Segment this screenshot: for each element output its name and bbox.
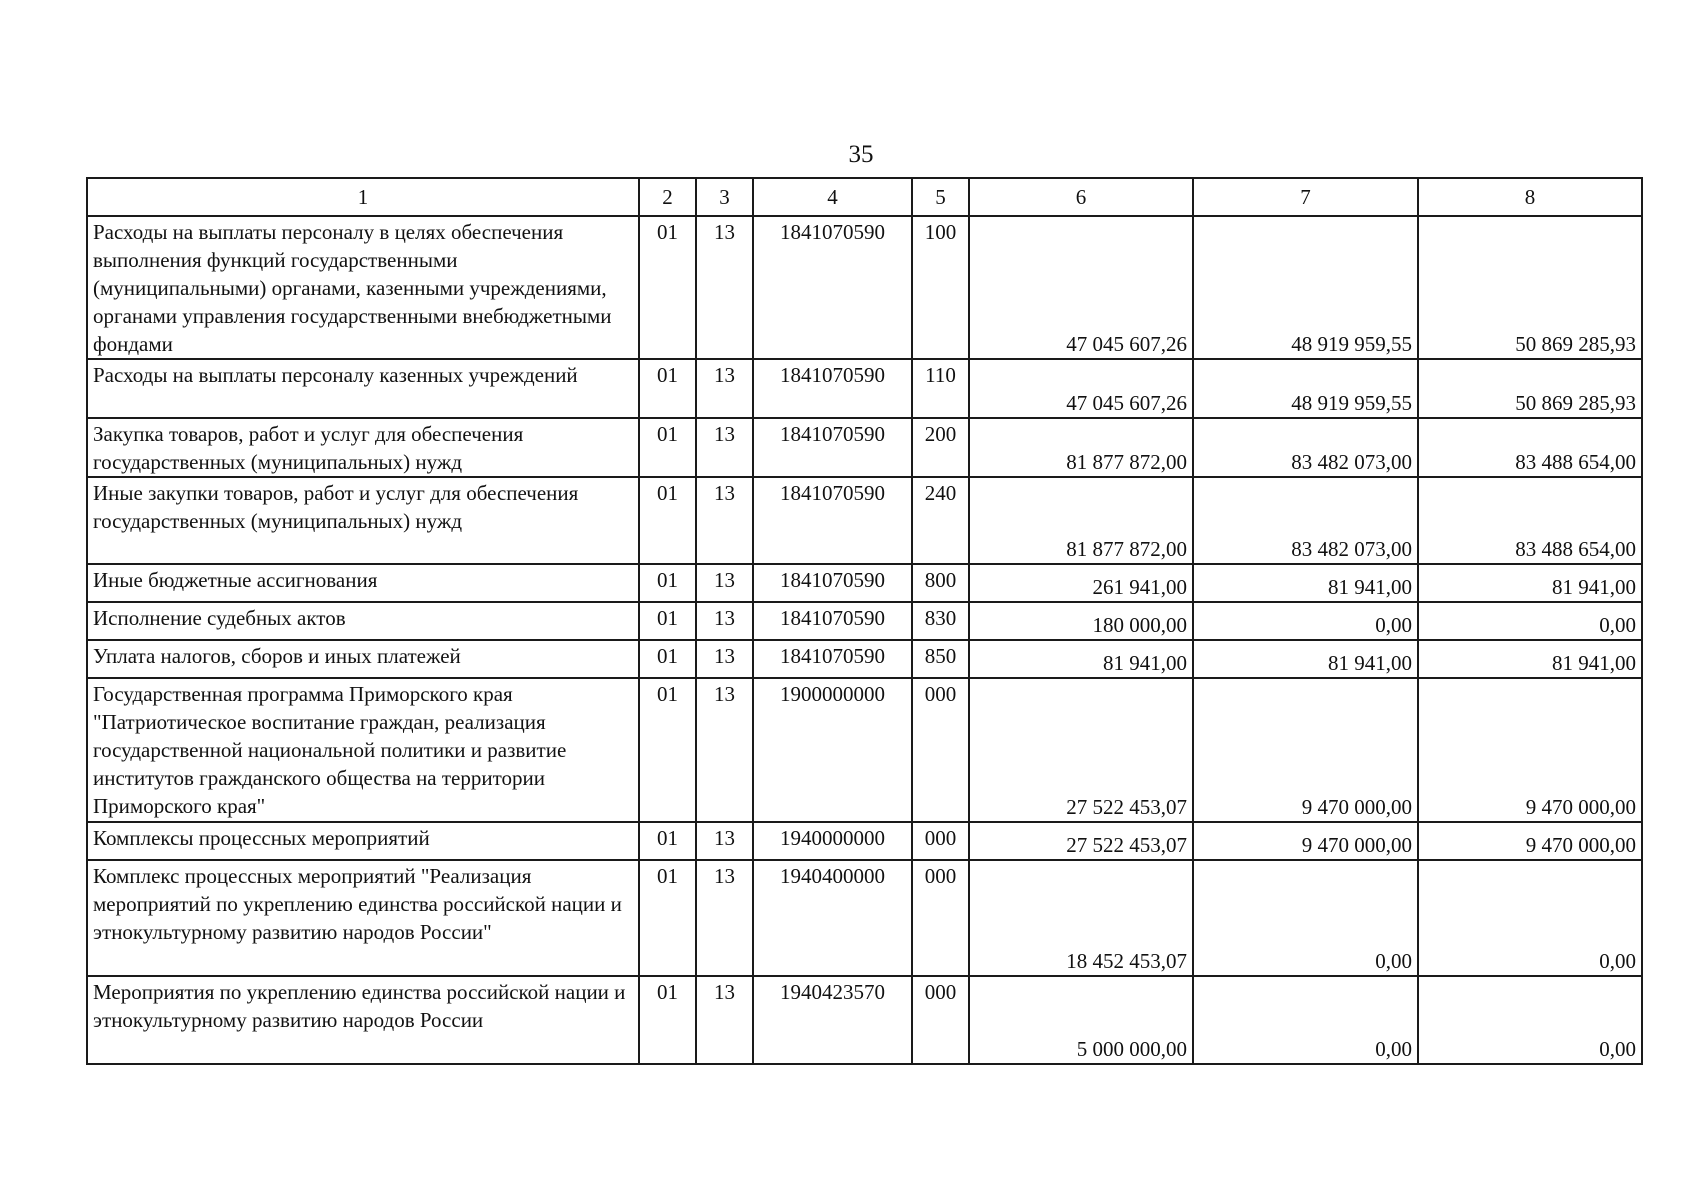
amount-year-1: 27 522 453,07 [969,822,1193,860]
subsection-code: 13 [696,216,753,359]
subsection-code: 13 [696,359,753,418]
expense-type-code: 800 [912,564,969,602]
table-row [87,678,1642,822]
subsection-code: 13 [696,860,753,976]
row-name: Расходы на выплаты персоналу в целях обеспечения выполнения функций государственными (муниципальными) органами, казенными учреждениями, органами управления государственными внебюджетными фондами [87,216,639,359]
amount-year-2: 48 919 959,55 [1193,216,1418,359]
amount-year-2: 83 482 073,00 [1193,418,1418,477]
amount-year-2: 81 941,00 [1193,564,1418,602]
table-row [87,976,1642,1064]
section-code: 01 [639,976,696,1064]
amount-year-3: 0,00 [1418,602,1642,640]
target-article-code: 1841070590 [753,359,912,418]
column-header: 5 [912,178,969,216]
row-name: Комплекс процессных мероприятий "Реализация мероприятий по укреплению единства российской нации и этнокультурному развитию народов России" [87,860,639,976]
expense-type-code: 100 [912,216,969,359]
column-header: 3 [696,178,753,216]
amount-year-1: 47 045 607,26 [969,216,1193,359]
table-row [87,640,1642,678]
amount-year-2: 9 470 000,00 [1193,678,1418,822]
section-code: 01 [639,602,696,640]
target-article-code: 1841070590 [753,640,912,678]
row-name: Мероприятия по укреплению единства российской нации и этнокультурному развитию народов России [87,976,639,1064]
column-header: 4 [753,178,912,216]
amount-year-3: 0,00 [1418,860,1642,976]
amount-year-1: 5 000 000,00 [969,976,1193,1064]
target-article-code: 1940000000 [753,822,912,860]
amount-year-3: 81 941,00 [1418,564,1642,602]
expense-type-code: 850 [912,640,969,678]
target-article-code: 1940423570 [753,976,912,1064]
amount-year-1: 81 877 872,00 [969,418,1193,477]
subsection-code: 13 [696,976,753,1064]
amount-year-2: 0,00 [1193,860,1418,976]
section-code: 01 [639,822,696,860]
column-header: 1 [87,178,639,216]
target-article-code: 1841070590 [753,564,912,602]
table-row [87,418,1642,477]
amount-year-3: 9 470 000,00 [1418,822,1642,860]
subsection-code: 13 [696,564,753,602]
amount-year-2: 0,00 [1193,976,1418,1064]
target-article-code: 1841070590 [753,602,912,640]
expense-type-code: 000 [912,678,969,822]
amount-year-1: 81 877 872,00 [969,477,1193,564]
amount-year-3: 0,00 [1418,976,1642,1064]
section-code: 01 [639,860,696,976]
expense-type-code: 110 [912,359,969,418]
section-code: 01 [639,564,696,602]
subsection-code: 13 [696,477,753,564]
column-header: 2 [639,178,696,216]
section-code: 01 [639,477,696,564]
expense-type-code: 830 [912,602,969,640]
target-article-code: 1841070590 [753,477,912,564]
amount-year-2: 9 470 000,00 [1193,822,1418,860]
table-row [87,477,1642,564]
row-name: Закупка товаров, работ и услуг для обеспечения государственных (муниципальных) нужд [87,418,639,477]
amount-year-1: 27 522 453,07 [969,678,1193,822]
expense-type-code: 240 [912,477,969,564]
amount-year-2: 0,00 [1193,602,1418,640]
amount-year-1: 180 000,00 [969,602,1193,640]
amount-year-3: 9 470 000,00 [1418,678,1642,822]
section-code: 01 [639,678,696,822]
amount-year-2: 83 482 073,00 [1193,477,1418,564]
expense-type-code: 000 [912,822,969,860]
subsection-code: 13 [696,418,753,477]
table-row [87,564,1642,602]
row-name: Исполнение судебных актов [87,602,639,640]
table-row [87,860,1642,976]
amount-year-2: 48 919 959,55 [1193,359,1418,418]
row-name: Государственная программа Приморского края "Патриотическое воспитание граждан, реализация государственной национальной политики и развитие институтов гражданского общества на территории Приморского края" [87,678,639,822]
amount-year-3: 50 869 285,93 [1418,216,1642,359]
expense-type-code: 200 [912,418,969,477]
section-code: 01 [639,640,696,678]
target-article-code: 1900000000 [753,678,912,822]
table-header-row [87,178,1642,216]
table-row [87,602,1642,640]
subsection-code: 13 [696,602,753,640]
page-number: 35 [848,141,874,168]
target-article-code: 1940400000 [753,860,912,976]
table-row [87,359,1642,418]
amount-year-2: 81 941,00 [1193,640,1418,678]
column-header: 6 [969,178,1193,216]
amount-year-3: 83 488 654,00 [1418,477,1642,564]
row-name: Расходы на выплаты персоналу казенных учреждений [87,359,639,418]
subsection-code: 13 [696,640,753,678]
amount-year-3: 81 941,00 [1418,640,1642,678]
subsection-code: 13 [696,678,753,822]
row-name: Иные бюджетные ассигнования [87,564,639,602]
amount-year-3: 83 488 654,00 [1418,418,1642,477]
budget-table [86,177,1643,1065]
column-header: 8 [1418,178,1642,216]
expense-type-code: 000 [912,860,969,976]
expense-type-code: 000 [912,976,969,1064]
section-code: 01 [639,418,696,477]
row-name: Комплексы процессных мероприятий [87,822,639,860]
section-code: 01 [639,359,696,418]
target-article-code: 1841070590 [753,418,912,477]
table-row [87,216,1642,359]
column-header: 7 [1193,178,1418,216]
amount-year-1: 18 452 453,07 [969,860,1193,976]
amount-year-3: 50 869 285,93 [1418,359,1642,418]
row-name: Иные закупки товаров, работ и услуг для обеспечения государственных (муниципальных) нужд [87,477,639,564]
table-row [87,822,1642,860]
amount-year-1: 81 941,00 [969,640,1193,678]
section-code: 01 [639,216,696,359]
row-name: Уплата налогов, сборов и иных платежей [87,640,639,678]
target-article-code: 1841070590 [753,216,912,359]
subsection-code: 13 [696,822,753,860]
amount-year-1: 261 941,00 [969,564,1193,602]
amount-year-1: 47 045 607,26 [969,359,1193,418]
